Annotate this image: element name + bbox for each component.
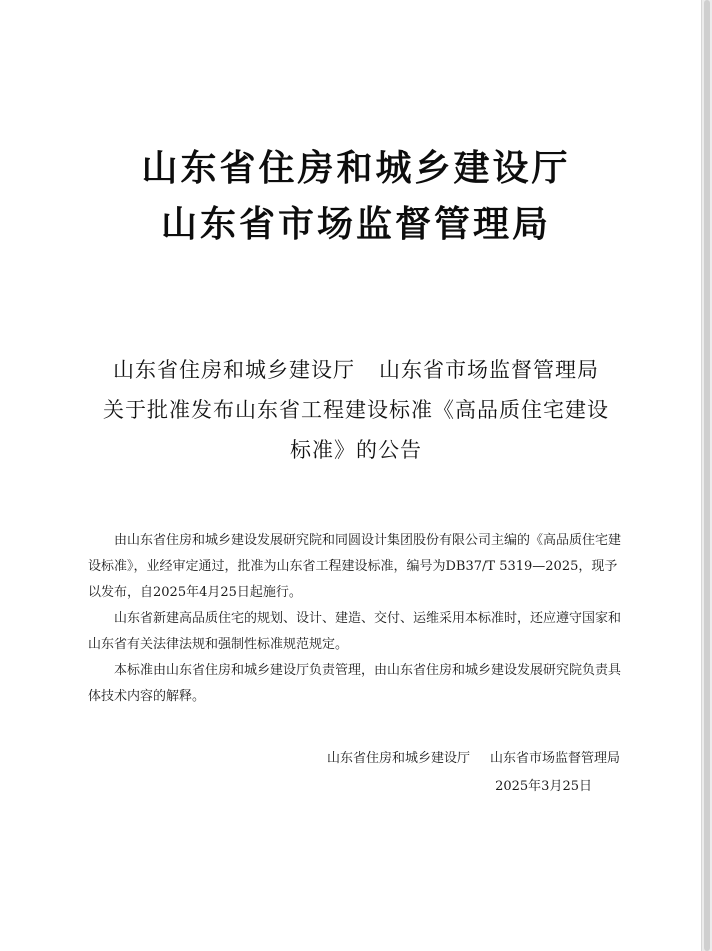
body-paragraph-2: 山东省新建高品质住宅的规划、设计、建造、交付、运维采用本标准时，还应遵守国家和山东省有关法律法规和强制性标准规范规定。: [88, 611, 622, 652]
vertical-scrollbar[interactable]: [702, 0, 712, 951]
issuer-header: [0, 140, 712, 252]
notice-title-issuer-2: 山东省市场监督管理局: [379, 358, 599, 382]
notice-title-line-2: 关于批准发布山东省工程建设标准《高品质住宅建设: [103, 398, 609, 422]
body-paragraph-1: 由山东省住房和城乡建设发展研究院和同圆设计集团股份有限公司主编的《高品质住宅建设标准》，业经审定通过，批准为山东省工程建设标准，编号为DB37/T 5319—2025，现予以发布，自2025年4月25日起施行。: [88, 533, 622, 600]
header-issuer-housing-department: 山东省住房和城乡建设厅: [141, 147, 571, 189]
header-issuer-market-regulation-bureau: 山东省市场监督管理局: [160, 203, 551, 245]
notice-body: [88, 528, 630, 710]
notice-title: [0, 350, 712, 470]
signature-block: [290, 745, 620, 801]
notice-title-issuer-1: 山东省住房和城乡建设厅: [113, 358, 355, 382]
signature-issuer-2: 山东省市场监督管理局: [489, 751, 620, 766]
signature-issuers: [290, 745, 620, 773]
signature-date: 2025年3月25日: [495, 779, 592, 794]
signature-issuer-1: 山东省住房和城乡建设厅: [326, 751, 470, 766]
scrollbar-thumb[interactable]: [704, 0, 710, 951]
body-paragraph-3: 本标准由山东省住房和城乡建设厅负责管理，由山东省住房和城乡建设发展研究院负责具体技术内容的解释。: [88, 663, 622, 704]
notice-title-line-3: 标准》的公告: [290, 438, 422, 462]
notice-title-line-1: [0, 350, 712, 390]
